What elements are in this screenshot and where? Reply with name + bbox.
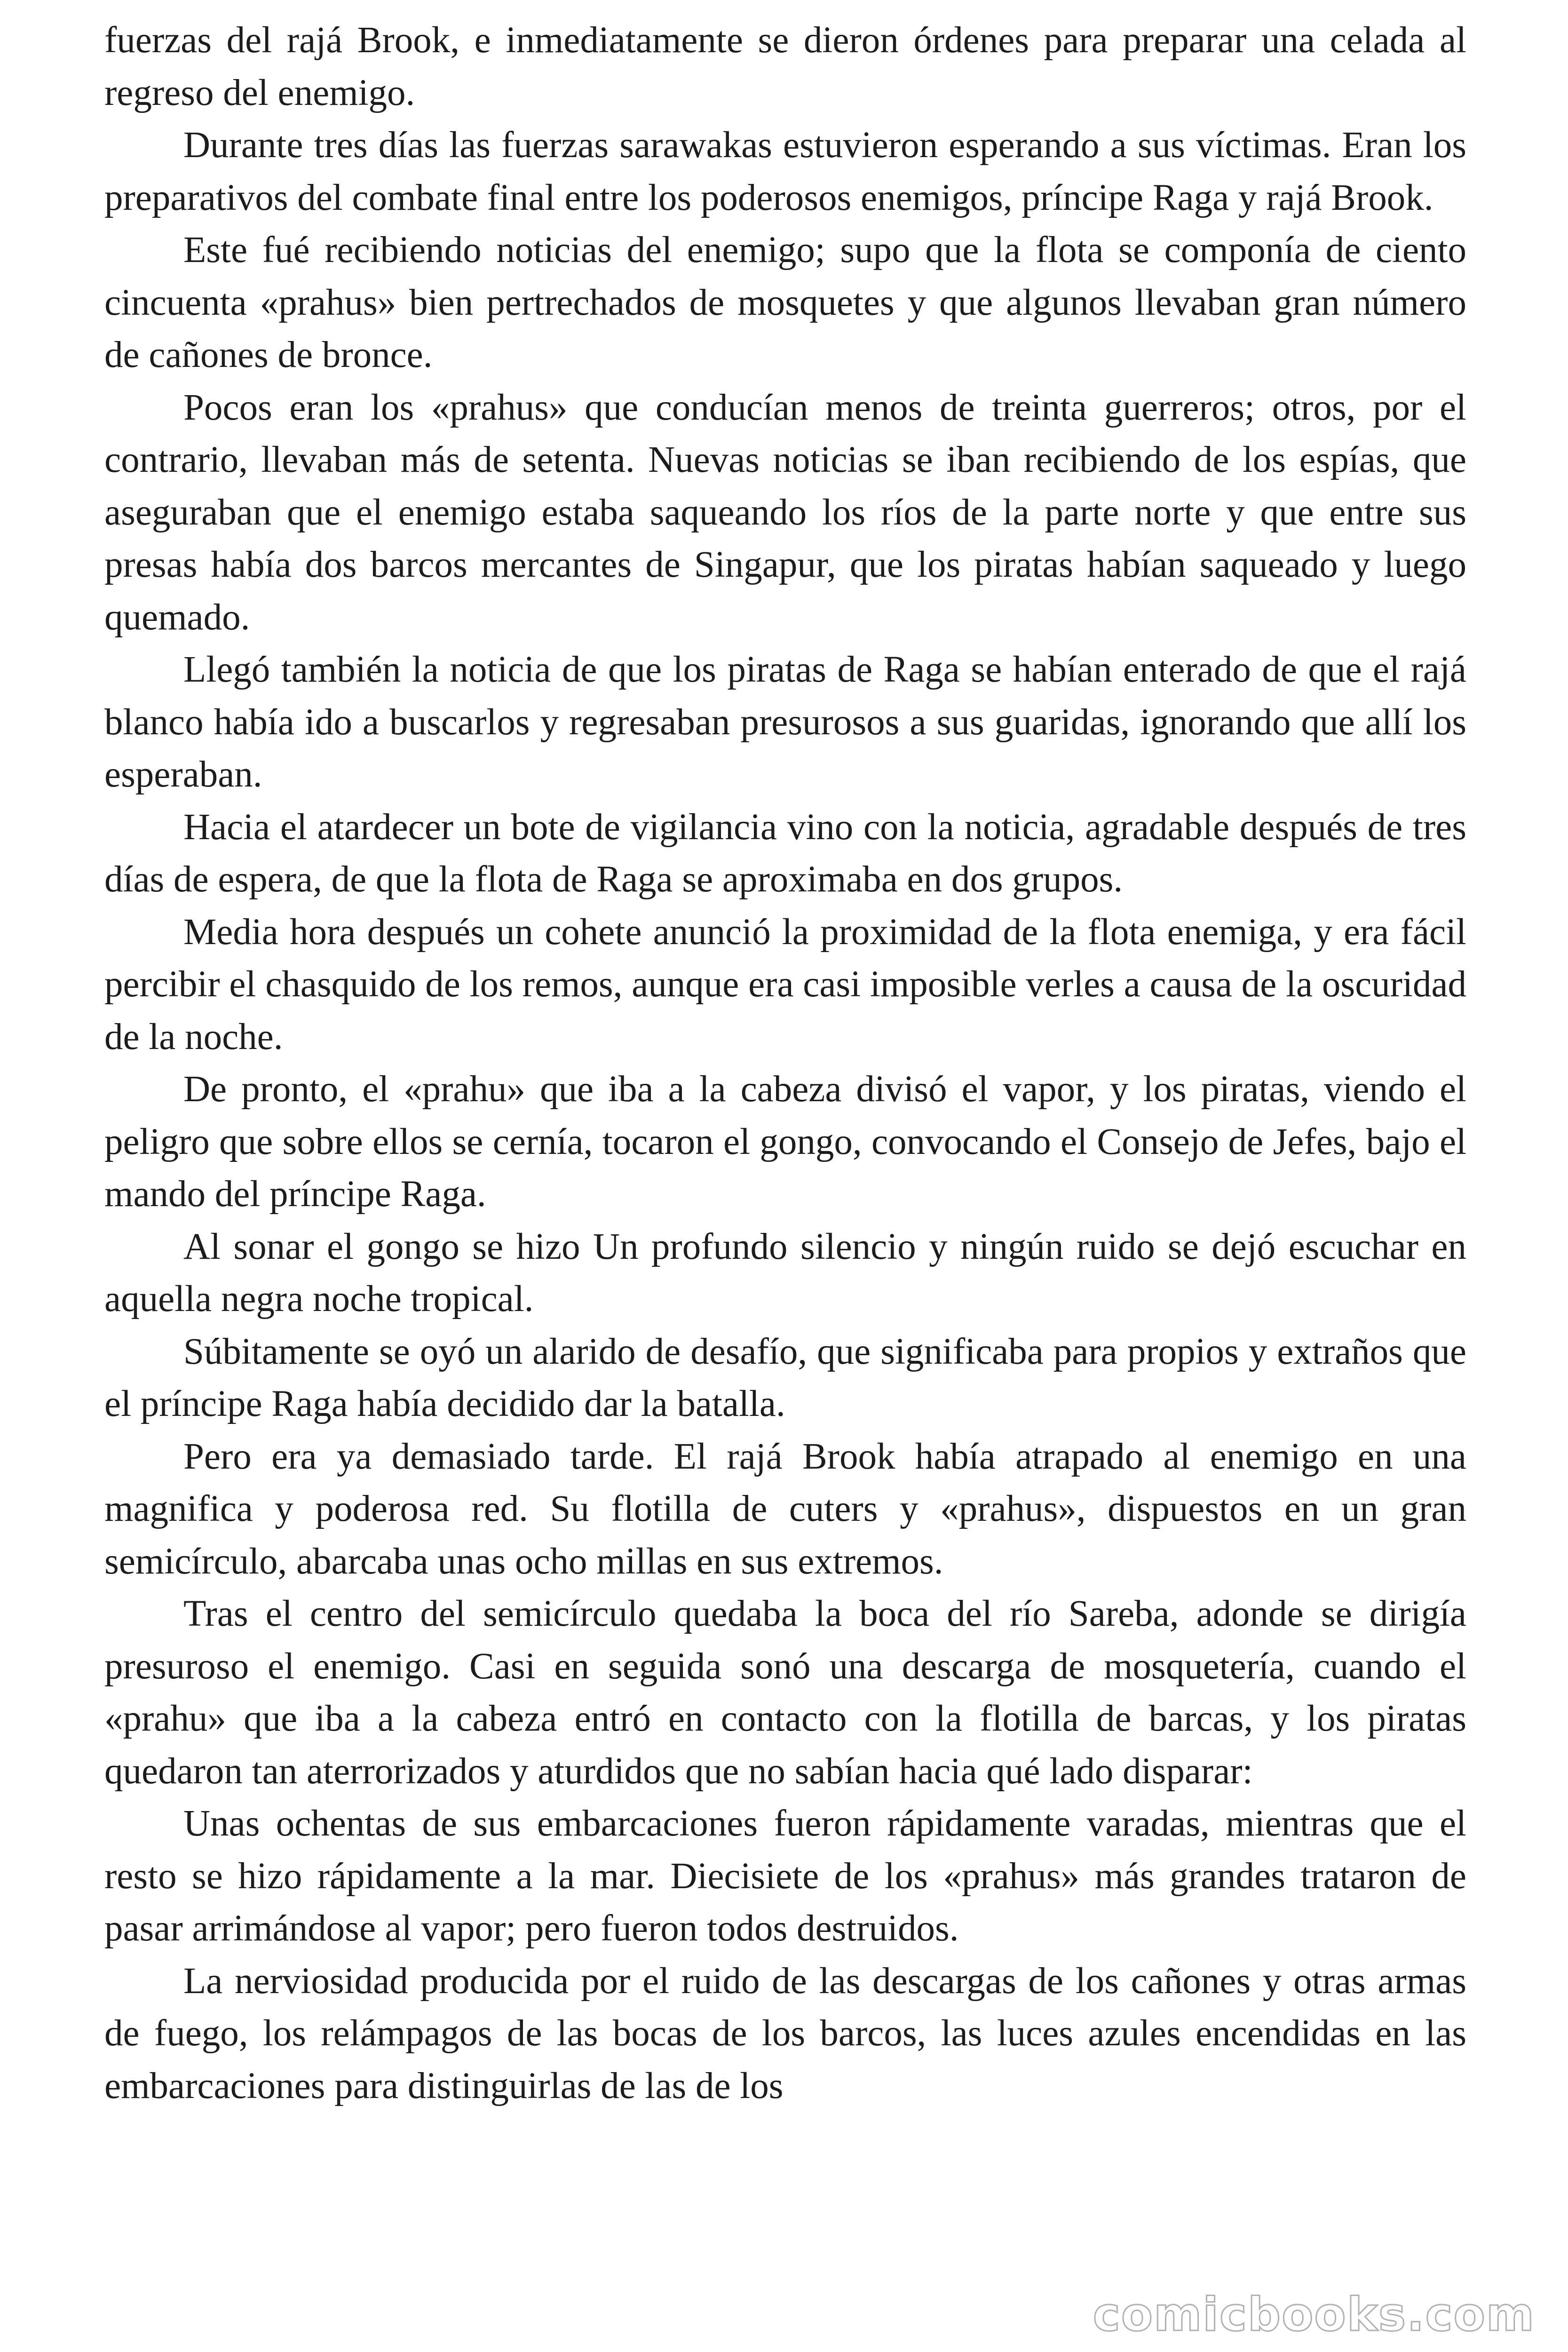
paragraph-9: Al sonar el gongo se hizo Un profundo silencio y ningún ruido se dejó escuchar en aquella negra noche tropical. (104, 1226, 1466, 1319)
page-text (104, 14, 1466, 2112)
paragraph-11: Pero era ya demasiado tarde. El rajá Brook había atrapado al enemigo en una magnifica y poderosa red. Su flotilla de cuters y «prahus», dispuestos en un gran semicírculo, abarcaba unas ocho millas en sus extremos. (104, 1436, 1466, 1582)
paragraph-2: Durante tres días las fuerzas sarawakas estuvieron esperando a sus víctimas. Eran los preparativos del combate final entre los poderosos enemigos, príncipe Raga y rajá Brook. (104, 125, 1466, 218)
paragraph-12: Tras el centro del semicírculo quedaba la boca del río Sareba, adonde se dirigía presuroso el enemigo. Casi en seguida sonó una descarga de mosquetería, cuando el «prahu» que iba a la cabeza entró en contacto con la flotilla de barcas, y los piratas quedaron tan aterrorizados y aturdidos que no sabían hacia qué lado disparar: (104, 1593, 1466, 1792)
paragraph-10: Súbitamente se oyó un alarido de desafío, que significaba para propios y extraños que el príncipe Raga había decidido dar la batalla. (104, 1331, 1466, 1424)
paragraph-5: Llegó también la noticia de que los piratas de Raga se habían enterado de que el rajá blanco había ido a buscarlos y regresaban presurosos a sus guaridas, ignorando que allí los esperaban. (104, 649, 1466, 795)
paragraph-1: fuerzas del rajá Brook, e inmediatamente se dieron órdenes para preparar una celada al regreso del enemigo. (104, 20, 1466, 113)
paragraph-13: Unas ochentas de sus embarcaciones fueron rápidamente varadas, mientras que el resto se hizo rápidamente a la mar. Diecisiete de los «prahus» más grandes trataron de pasar arrimándose al vapor; pero fueron todos destruidos. (104, 1803, 1466, 1949)
paragraph-6: Hacia el atardecer un bote de vigilancia vino con la noticia, agradable después de tres días de espera, de que la flota de Raga se aproximaba en dos grupos. (104, 806, 1466, 900)
paragraph-4: Pocos eran los «prahus» que conducían menos de treinta guerreros; otros, por el contrario, llevaban más de setenta. Nuevas noticias se iban recibiendo de los espías, que aseguraban que el enemigo estaba saqueando los ríos de la parte norte y que entre sus presas había dos barcos mercantes de Singapur, que los piratas habían saqueado y luego quemado. (104, 387, 1466, 638)
paragraph-14: La nerviosidad producida por el ruido de las descargas de los cañones y otras armas de fuego, los relámpagos de las bocas de los barcos, las luces azules encendidas en las embarcaciones para distinguirlas de las de los (104, 1960, 1466, 2106)
paragraph-7: Media hora después un cohete anunció la proximidad de la flota enemiga, y era fácil percibir el chasquido de los remos, aunque era casi imposible verles a causa de la oscuridad de la noche. (104, 911, 1466, 1057)
watermark-logo: comicbooks.com (1093, 2288, 1535, 2342)
paragraph-8: De pronto, el «prahu» que iba a la cabeza divisó el vapor, y los piratas, viendo el peligro que sobre ellos se cernía, tocaron el gongo, convocando el Consejo de Jefes, bajo el mando del príncipe Raga. (104, 1069, 1466, 1215)
paragraph-3: Este fué recibiendo noticias del enemigo; supo que la flota se componía de ciento cincuenta «prahus» bien pertrechados de mosquetes y que algunos llevaban gran número de cañones de bronce. (104, 230, 1466, 375)
